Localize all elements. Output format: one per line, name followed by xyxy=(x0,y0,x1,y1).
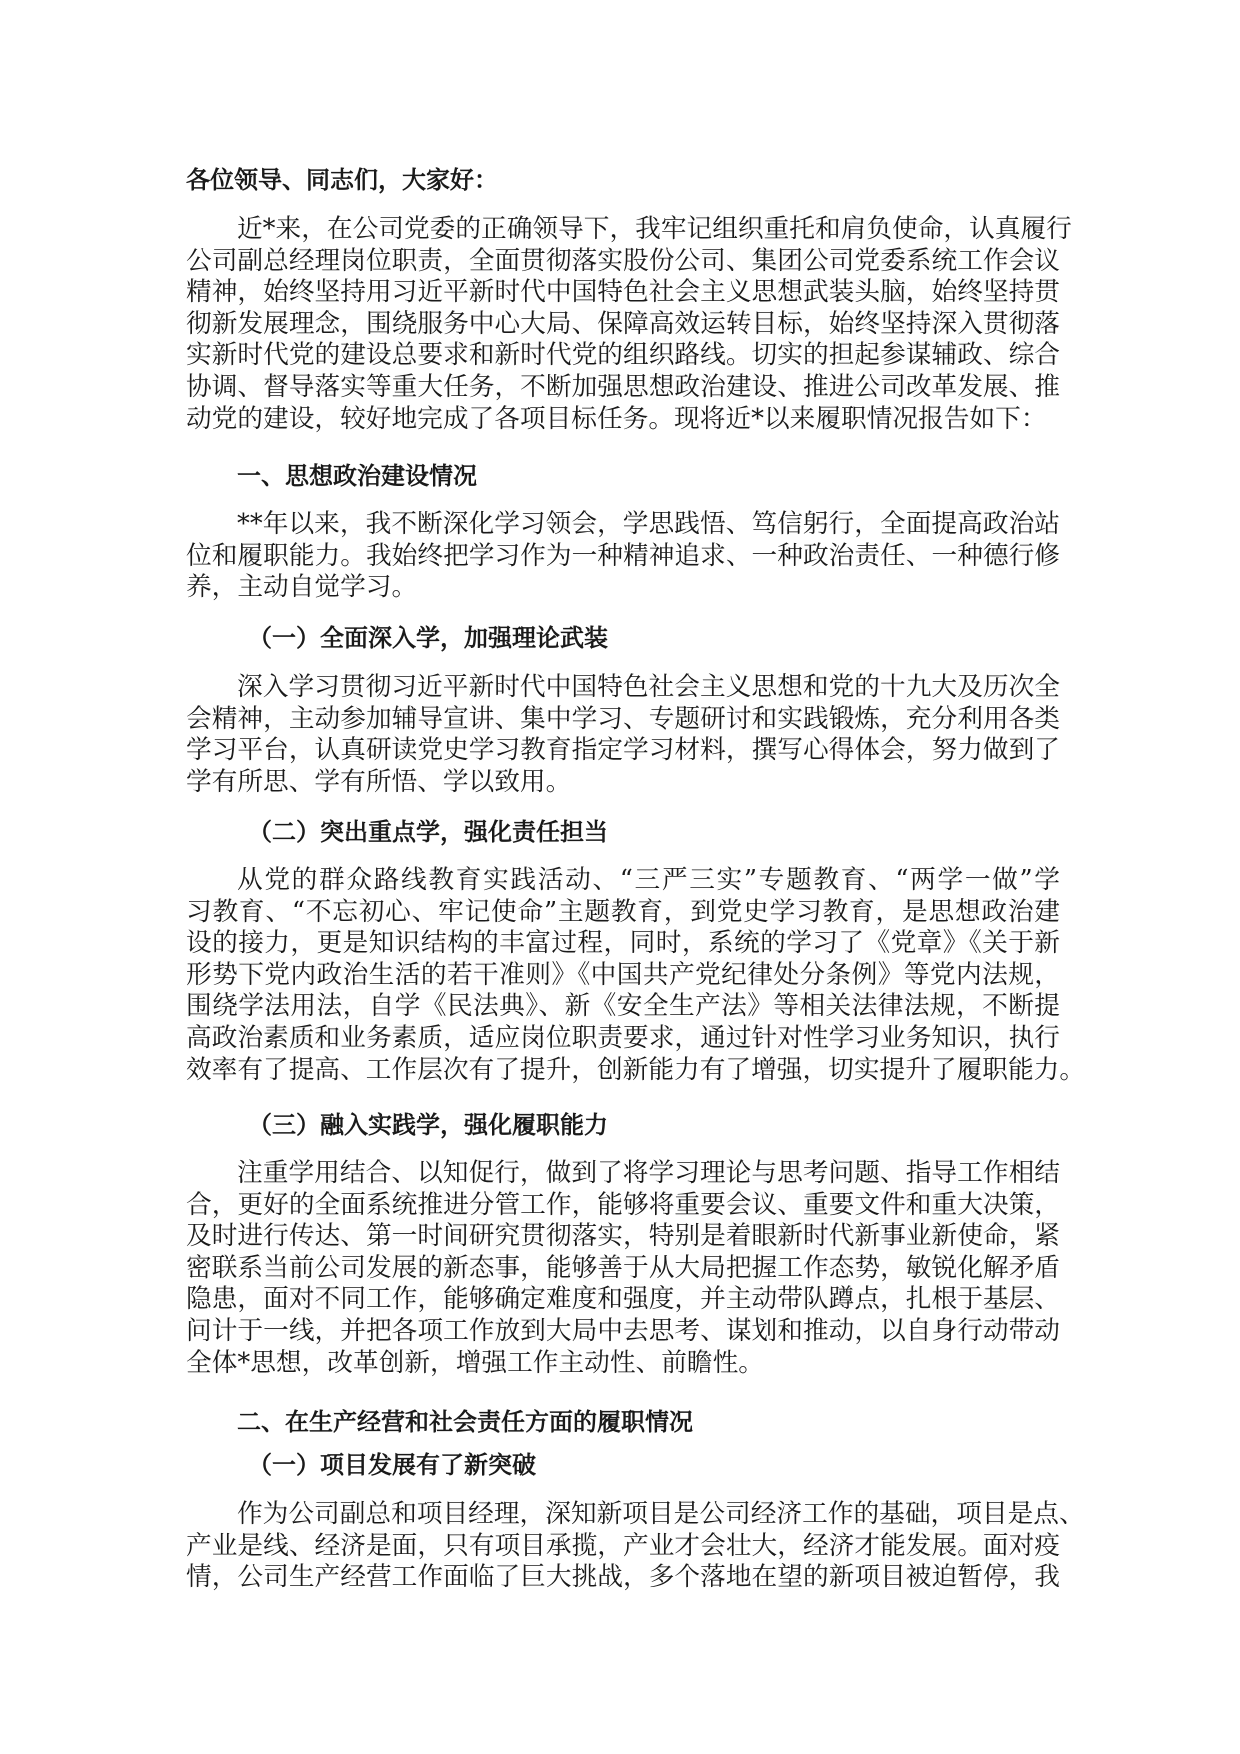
paragraph xyxy=(186,672,1060,798)
paragraph-line: 注重学用结合、以知促行，做到了将学习理论与思考问题、指导工作相结 xyxy=(237,1158,1060,1188)
paragraph-line: 隐患，面对不同工作，能够确定难度和强度，并主动带队蹲点，扎根于基层、 xyxy=(186,1284,1060,1315)
paragraph-line: 习教育、“不忘初心、牢记使命”主题教育，到党史学习教育，是思想政治建 xyxy=(186,896,1060,927)
subsection-heading: （二）突出重点学，强化责任担当 xyxy=(248,818,608,846)
paragraph-line: 协调、督导落实等重大任务，不断加强思想政治建设、推进公司改革发展、推 xyxy=(186,371,1060,402)
paragraph-line: 会精神，主动参加辅导宣讲、集中学习、专题研讨和实践锻炼，充分利用各类 xyxy=(186,703,1060,734)
section-heading: 二、在生产经营和社会责任方面的履职情况 xyxy=(237,1408,693,1436)
paragraph xyxy=(186,1158,1060,1379)
paragraph-line: 高政治素质和业务素质，适应岗位职责要求，通过针对性学习业务知识，执行 xyxy=(186,1022,1060,1053)
subsection-heading: （一）全面深入学，加强理论武装 xyxy=(248,624,608,652)
paragraph-line: 养，主动自觉学习。 xyxy=(186,572,418,603)
paragraph xyxy=(186,865,1086,1086)
paragraph-line: 围绕学法用法，自学《民法典》、新《安全生产法》等相关法律法规，不断提 xyxy=(186,991,1060,1022)
paragraph-line: 问计于一线，并把各项工作放到大局中去思考、谋划和推动，以自身行动带动 xyxy=(186,1315,1060,1346)
paragraph-line: 设的接力，更是知识结构的丰富过程，同时，系统的学习了《党章》《关于新 xyxy=(186,928,1060,959)
paragraph-line: 形势下党内政治生活的若干准则》《中国共产党纪律处分条例》等党内法规， xyxy=(186,959,1060,990)
paragraph-line: 合，更好的全面系统推进分管工作，能够将重要会议、重要文件和重大决策， xyxy=(186,1189,1060,1220)
paragraph-line: 动党的建设，较好地完成了各项目标任务。现将近*以来履职情况报告如下： xyxy=(186,403,1047,434)
paragraph-line: 产业是线、经济是面，只有项目承揽，产业才会壮大，经济才能发展。面对疫 xyxy=(186,1530,1060,1561)
paragraph-line: 彻新发展理念，围绕服务中心大局、保障高效运转目标，始终坚持深入贯彻落 xyxy=(186,308,1060,339)
paragraph-line: 学有所思、学有所悟、学以致用。 xyxy=(186,766,572,797)
paragraph-line: 效率有了提高、工作层次有了提升，创新能力有了增强，切实提升了履职能力。 xyxy=(186,1054,1086,1085)
greeting: 各位领导、同志们，大家好： xyxy=(186,166,498,194)
paragraph-line: **年以来，我不断深化学习领会，学思践悟、笃信躬行，全面提高政治站 xyxy=(237,509,1060,539)
paragraph xyxy=(186,1499,1085,1594)
paragraph-line: 精神，始终坚持用习近平新时代中国特色社会主义思想武装头脑，始终坚持贯 xyxy=(186,277,1060,308)
subsection-heading: （三）融入实践学，强化履职能力 xyxy=(248,1111,608,1139)
paragraph-line: 密联系当前公司发展的新态事，能够善于从大局把握工作态势，敏锐化解矛盾 xyxy=(186,1252,1060,1283)
section-heading: 一、思想政治建设情况 xyxy=(237,462,477,490)
paragraph-line: 从党的群众路线教育实践活动、“三严三实”专题教育、“两学一做”学 xyxy=(237,865,1060,895)
paragraph-line: 深入学习贯彻习近平新时代中国特色社会主义思想和党的十九大及历次全 xyxy=(237,672,1060,702)
paragraph-line: 公司副总经理岗位职责，全面贯彻落实股份公司、集团公司党委系统工作会议 xyxy=(186,245,1060,276)
paragraph-line: 作为公司副总和项目经理，深知新项目是公司经济工作的基础，项目是点、 xyxy=(237,1499,1085,1529)
paragraph xyxy=(186,214,1072,435)
paragraph-line: 近*来，在公司党委的正确领导下，我牢记组织重托和肩负使命，认真履行 xyxy=(237,214,1072,244)
paragraph-line: 情，公司生产经营工作面临了巨大挑战，多个落地在望的新项目被迫暂停，我 xyxy=(186,1562,1060,1593)
paragraph-line: 位和履职能力。我始终把学习作为一种精神追求、一种政治责任、一种德行修 xyxy=(186,540,1060,571)
paragraph xyxy=(186,509,1060,604)
paragraph-line: 实新时代党的建设总要求和新时代党的组织路线。切实的担起参谋辅政、综合 xyxy=(186,340,1060,371)
paragraph-line: 学习平台，认真研读党史学习教育指定学习材料，撰写心得体会，努力做到了 xyxy=(186,735,1060,766)
subsection-heading: （一）项目发展有了新突破 xyxy=(248,1451,536,1479)
paragraph-line: 及时进行传达、第一时间研究贯彻落实，特别是着眼新时代新事业新使命，紧 xyxy=(186,1221,1060,1252)
paragraph-line: 全体*思想，改革创新，增强工作主动性、前瞻性。 xyxy=(186,1347,764,1378)
